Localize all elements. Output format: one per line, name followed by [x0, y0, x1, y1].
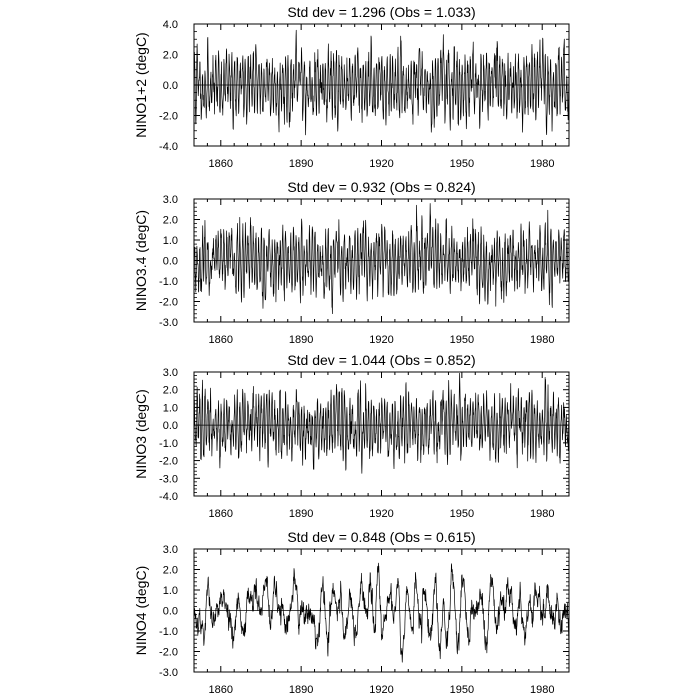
- x-tick-label: 1920: [369, 158, 394, 170]
- x-tick-label: 1980: [529, 158, 555, 170]
- y-tick-label: 0.0: [162, 605, 178, 618]
- y-axis-label: NINO3.4 (degC): [133, 209, 149, 312]
- y-tick-label: -2.0: [159, 646, 178, 659]
- y-axis-label: NINO1+2 (degC): [133, 32, 149, 138]
- y-tick-label: -2.0: [159, 296, 178, 309]
- chart-panel-1: [133, 4, 569, 170]
- y-tick-label: 3.0: [162, 367, 178, 379]
- y-tick-label: 1.0: [162, 402, 178, 415]
- y-tick-label: 2.0: [162, 564, 178, 577]
- x-tick-label: 1920: [369, 508, 394, 520]
- x-tick-label: 1890: [288, 334, 314, 346]
- y-tick-label: 2.0: [162, 214, 178, 227]
- series-line: [194, 204, 569, 314]
- x-tick-label: 1950: [449, 684, 475, 696]
- x-tick-label: 1980: [529, 334, 555, 346]
- y-tick-label: -4.0: [159, 141, 178, 153]
- x-tick-label: 1890: [288, 158, 314, 170]
- y-tick-label: 0.0: [162, 80, 178, 92]
- y-tick-label: 2.0: [162, 49, 178, 62]
- x-tick-label: 1980: [529, 508, 555, 520]
- x-tick-label: 1860: [208, 684, 234, 696]
- chart-title: Std dev = 1.044 (Obs = 0.852): [287, 352, 476, 368]
- x-tick-label: 1860: [208, 158, 234, 170]
- x-tick-label: 1890: [288, 684, 314, 696]
- chart-panel-4: [133, 529, 569, 696]
- y-tick-label: -3.0: [159, 317, 178, 329]
- chart-title: Std dev = 1.296 (Obs = 1.033): [287, 4, 476, 20]
- series-line: [194, 373, 569, 473]
- x-tick-label: 1890: [288, 508, 314, 520]
- series-line: [194, 563, 569, 662]
- y-tick-label: 1.0: [162, 585, 178, 597]
- x-tick-label: 1950: [449, 508, 475, 520]
- chart-panel-2: [133, 179, 569, 346]
- y-tick-label: 3.0: [162, 544, 178, 556]
- y-tick-label: -4.0: [159, 491, 178, 503]
- y-tick-label: -1.0: [159, 276, 178, 288]
- x-tick-label: 1920: [369, 684, 394, 696]
- y-axis-label: NINO4 (degC): [133, 565, 149, 656]
- y-tick-label: 0.0: [162, 255, 178, 268]
- y-tick-label: -2.0: [159, 455, 178, 468]
- chart-title: Std dev = 0.932 (Obs = 0.824): [287, 179, 476, 195]
- y-tick-label: -1.0: [159, 437, 178, 450]
- y-tick-label: 1.0: [162, 235, 178, 247]
- x-tick-label: 1920: [369, 334, 394, 346]
- x-tick-label: 1980: [529, 684, 555, 696]
- y-tick-label: 0.0: [162, 420, 178, 433]
- y-axis-label: NINO3 (degC): [133, 389, 149, 479]
- y-tick-label: 2.0: [162, 384, 178, 397]
- y-tick-label: 3.0: [162, 194, 178, 206]
- y-tick-label: -1.0: [159, 626, 178, 638]
- chart-title: Std dev = 0.848 (Obs = 0.615): [287, 529, 476, 545]
- plot-frame: [194, 372, 569, 496]
- x-tick-label: 1950: [449, 334, 475, 346]
- y-tick-label: -3.0: [159, 667, 178, 679]
- y-tick-label: 4.0: [162, 19, 178, 31]
- series-line: [194, 30, 569, 135]
- x-tick-label: 1860: [208, 334, 234, 346]
- x-tick-label: 1950: [449, 158, 475, 170]
- y-tick-label: -2.0: [159, 110, 178, 123]
- x-tick-label: 1860: [208, 508, 234, 520]
- y-tick-label: -3.0: [159, 473, 178, 486]
- chart-panel-3: [133, 352, 569, 520]
